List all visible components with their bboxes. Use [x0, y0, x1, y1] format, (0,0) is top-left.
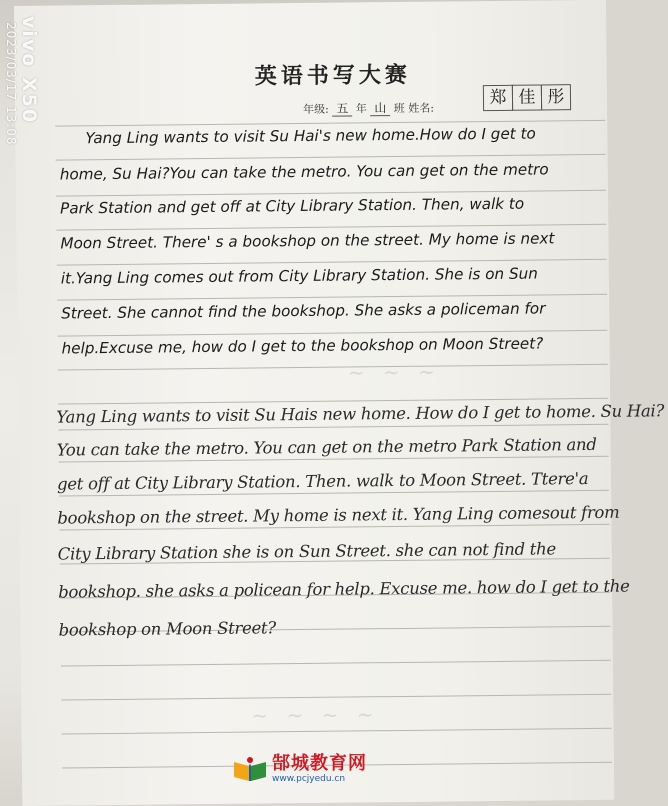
ruled-line — [61, 694, 611, 701]
ruled-line — [62, 728, 612, 735]
camera-watermark — [4, 16, 40, 146]
printed-line: help.Excuse me, how do I get to the bookshop on Moon Street? — [61, 334, 544, 358]
site-logo — [232, 754, 367, 784]
printed-line: Moon Street. There' s a bookshop on the street. My home is next — [60, 229, 555, 253]
name-char: 佳 — [512, 84, 542, 110]
ruled-line — [56, 154, 606, 161]
page-title: 英语书写大赛 — [254, 61, 411, 90]
printed-line: Street. She cannot find the bookshop. She asks a policeman for — [61, 299, 546, 323]
camera-brand: vivo X50 — [18, 16, 40, 125]
printed-line: it.Yang Ling comes out from City Library Station. She is on Sun — [60, 264, 538, 288]
class-label: 班 — [393, 101, 405, 116]
class-value: 山 — [370, 101, 390, 116]
book-icon — [232, 756, 268, 782]
printed-line: Park Station and get off at City Library Station. Then, walk to — [60, 194, 525, 218]
name-label: 姓名: — [408, 101, 435, 115]
grade-label: 年级: — [303, 102, 329, 116]
logo-name: 郜城教育网 — [272, 753, 367, 774]
handwritten-line: Yang Ling wants to visit Su Hais new home. How do I get to home. Su Hai? — [56, 401, 665, 427]
handwritten-line: bookshop on Moon Street? — [58, 618, 276, 640]
student-meta — [303, 99, 434, 117]
year-label: 年 — [355, 102, 367, 116]
grade-value: 五 — [332, 101, 352, 116]
faint-stamp: ~ ~ ~ — [347, 359, 441, 385]
handwritten-line: bookshop on the street. My home is next it. Yang Ling comesout from — [57, 502, 620, 528]
handwritten-line: You can take the metro. You can get on the metro Park Station and — [56, 434, 597, 460]
handwritten-line: bookshop. she asks a policean for help. Excuse me. how do I get to the — [58, 576, 630, 602]
ruled-line — [58, 364, 608, 371]
handwriting-sheet — [14, 0, 665, 806]
handwritten-line: get off at City Library Station. Then. walk to Moon Street. Ttere'a — [56, 469, 589, 494]
printed-line: home, Su Hai?You can take the metro. You can get on the metro — [59, 160, 549, 184]
ruled-line — [61, 660, 611, 667]
name-char: 郑 — [483, 85, 513, 111]
student-name-box — [483, 84, 570, 111]
logo-url: www.pcjyedu.cn — [272, 774, 346, 784]
faint-stamp: ~ ~ ~ ~ — [251, 702, 380, 728]
name-char: 彤 — [541, 84, 571, 110]
handwritten-line: City Library Station she is on Sun Street. she can not find the — [57, 539, 556, 564]
printed-line: Yang Ling wants to visit Su Hai's new home.How do I get to — [85, 124, 536, 148]
photo-timestamp: 2023/03/17 13:08 — [4, 22, 18, 146]
